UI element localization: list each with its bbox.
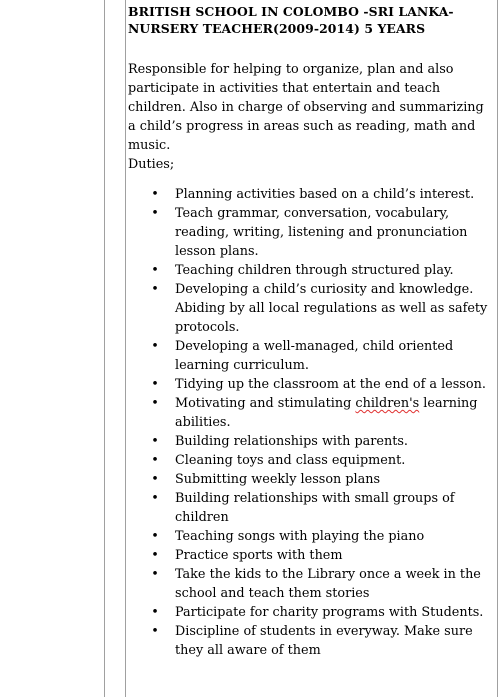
- duty-item: [128, 565, 497, 603]
- duty-text: Motivating and stimulating children's learning abilities.: [175, 396, 478, 430]
- duty-text: Building relationships with parents.: [175, 434, 408, 449]
- duty-text: Discipline of students in everyway. Make sure they all aware of them: [175, 624, 473, 658]
- duty-text: Teaching children through structured play.: [175, 263, 454, 278]
- bullet-icon: •: [151, 624, 159, 639]
- duty-item: [128, 185, 497, 204]
- bullet-icon: •: [151, 396, 159, 411]
- table-right-border: [497, 0, 498, 697]
- duty-text: Developing a well-managed, child oriented learning curriculum.: [175, 339, 454, 373]
- bullet-icon: •: [151, 548, 159, 563]
- duty-item: [128, 527, 497, 546]
- duty-item: [128, 280, 497, 337]
- duty-item: [128, 470, 497, 489]
- job-heading-role: NURSERY TEACHER(2009-2014) 5 YEARS: [128, 21, 426, 36]
- duty-item: [128, 622, 497, 660]
- bullet-icon: •: [151, 472, 159, 487]
- duties-list: [128, 185, 496, 660]
- duties-label: Duties;: [128, 157, 175, 172]
- duty-text: Take the kids to the Library once a week in the school and teach them stories: [175, 567, 481, 601]
- duty-item: [128, 489, 497, 527]
- job-heading-employer: BRITISH SCHOOL IN COLOMBO -SRI LANKA-: [128, 4, 454, 19]
- duty-text: Participate for charity programs with Students.: [175, 605, 484, 620]
- bullet-icon: •: [151, 491, 159, 506]
- duty-item: [128, 337, 497, 375]
- bullet-icon: •: [151, 263, 159, 278]
- duty-item: [128, 432, 497, 451]
- job-summary: Responsible for helping to organize, plan and also participate in activities that entertain and teach children. Also in charge of observing and summarizing a child’s progress in areas such as reading, math and music.: [128, 62, 484, 153]
- bullet-icon: •: [151, 282, 159, 297]
- duty-item: [128, 375, 497, 394]
- bullet-icon: •: [151, 567, 159, 582]
- bullet-icon: •: [151, 206, 159, 221]
- bullet-icon: •: [151, 377, 159, 392]
- duty-text: Planning activities based on a child’s interest.: [175, 187, 475, 202]
- bullet-icon: •: [151, 453, 159, 468]
- duty-text: Submitting weekly lesson plans: [175, 472, 381, 487]
- experience-cell[interactable]: [128, 0, 496, 660]
- duty-item: [128, 261, 497, 280]
- job-heading: [128, 3, 496, 37]
- duty-text: Teaching songs with playing the piano: [175, 529, 425, 544]
- duty-text: Cleaning toys and class equipment.: [175, 453, 406, 468]
- duty-text: Developing a child’s curiosity and knowledge. Abiding by all local regulations as well as safety protocols.: [175, 282, 488, 335]
- duty-text: Tidying up the classroom at the end of a lesson.: [175, 377, 486, 392]
- bullet-icon: •: [151, 187, 159, 202]
- duty-item: [128, 394, 497, 432]
- duty-text: Practice sports with them: [175, 548, 343, 563]
- duty-text: Building relationships with small groups of children: [175, 491, 455, 525]
- bullet-icon: •: [151, 339, 159, 354]
- spellcheck-flagged-word[interactable]: children's: [355, 396, 420, 411]
- table-column-divider: [125, 0, 126, 697]
- duty-item: [128, 204, 497, 261]
- duty-item: [128, 603, 497, 622]
- duty-text: Teach grammar, conversation, vocabulary, reading, writing, listening and pronunciation lesson plans.: [175, 206, 468, 259]
- bullet-icon: •: [151, 605, 159, 620]
- bullet-icon: •: [151, 434, 159, 449]
- table-column-divider: [104, 0, 105, 697]
- duty-item: [128, 451, 497, 470]
- bullet-icon: •: [151, 529, 159, 544]
- duty-item: [128, 546, 497, 565]
